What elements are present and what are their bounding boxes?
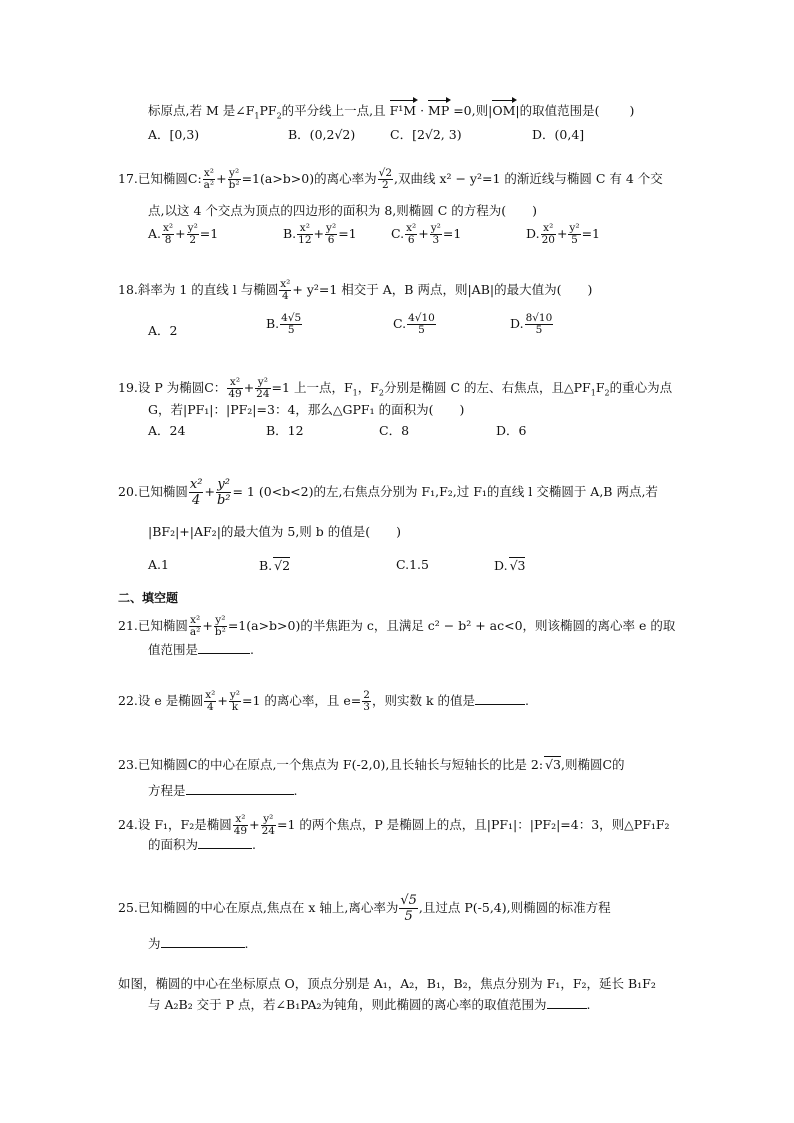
q19-option-b: B．12	[266, 423, 304, 438]
fraction: $\frac{√2}{2}$	[378, 167, 392, 191]
q18-option-d: D. $\frac{8√10}{5}$	[510, 312, 553, 336]
q20-option-b: B. √2	[259, 558, 291, 573]
q16-option-d: D．(0,4]	[532, 127, 585, 142]
q19-option-c: C．8	[379, 423, 410, 438]
q18-option-b: B. $\frac{4√5}{5}$	[266, 312, 302, 336]
answer-blank[interactable]	[547, 996, 587, 1009]
q20-option-c: C.1.5	[396, 557, 429, 572]
fraction: $\frac{\text{x²}}{\text{a²}}$	[203, 167, 215, 191]
answer-blank[interactable]	[161, 935, 245, 948]
q17-option-b: B. $\frac{\text{x²}}{12}$ + $\frac{\text{y²}}{6}$ =1	[283, 222, 357, 246]
q17-stem: 17.已知椭圆C: $\frac{\text{x²}}{\text{a²}}$ + $\frac{\text{y²}}{\text{b²}}$ =1(a>b>0)的离心率为 $\frac{√2}{2}$ ,双曲线 x² − y²=1 的渐近线与椭圆 C 有 4 个交	[118, 167, 663, 191]
q20-stem: 20.已知椭圆 $\frac{\text{x²}}{4}$ + $\frac{\text{y²}}{\text{b²}}$ = 1 (0<b<2)的左,右焦点分别为 F₁,F₂,过 F₁的直线 l 交椭圆于 A,B 两点,若	[118, 477, 658, 508]
q21-stem-line2: 值范围是 .	[148, 642, 254, 657]
q23-stem-line2: 方程是 .	[148, 783, 298, 798]
q20-option-a: A.1	[148, 557, 169, 572]
q16-stem: 标原点,若 M 是$\angle F_1PF_2$的平分线上一点,且 F¹M · MP =0,则|OM|的取值范围是( )	[148, 103, 635, 121]
answer-blank[interactable]	[186, 782, 294, 795]
q17-option-c: C. $\frac{\text{x²}}{6}$ + $\frac{\text{y²}}{3}$ =1	[391, 222, 462, 246]
q19-option-a: A．24	[148, 423, 186, 438]
q18-option-c: C. $\frac{4√10}{5}$	[393, 312, 435, 336]
vector-om: OM	[492, 103, 516, 118]
q16-option-b: B．(0,2√2)	[288, 127, 356, 142]
q24-stem: 24.设 F₁，F₂是椭圆 $\frac{\text{x²}}{49}$ + $\frac{\text{y²}}{24}$ =1 的两个焦点，P 是椭圆上的点，且|PF₁|：|PF₂|=4：3，则△PF₁F₂	[118, 813, 670, 837]
q18-stem: 18.斜率为 1 的直线 l 与椭圆 $\frac{\text{x²}}{4}$ + y²=1 相交于 A，B 两点，则|AB|的最大值为( )	[118, 278, 593, 302]
q21-stem: 21.已知椭圆 $\frac{\text{x²}}{\text{a²}}$ + $\frac{\text{y²}}{\text{b²}}$ =1(a>b>0)的半焦距为 c，且满足 c² − b² + ac<0，则该椭圆的离心率 e 的取	[118, 614, 676, 638]
q26-stem: 如图，椭圆的中心在坐标原点 O，顶点分别是 A₁，A₂，B₁，B₂，焦点分别为 F₁，F₂，延长 B₁F₂	[118, 976, 656, 991]
vector-mp: MP	[428, 103, 450, 118]
fraction: $\frac{\text{y²}}{\text{b²}}$	[228, 167, 240, 191]
answer-blank[interactable]	[198, 836, 252, 849]
answer-blank[interactable]	[198, 641, 250, 654]
q23-stem: 23.已知椭圆C的中心在原点,一个焦点为 F(-2,0),且长轴长与短轴长的比是 2: √3,则椭圆C的	[118, 757, 625, 772]
q20-stem-line2: |BF₂|+|AF₂|的最大值为 5,则 b 的值是( )	[148, 524, 402, 539]
q19-stem: 19.设 P 为椭圆C： $\frac{\text{x²}}{49}$ + $\frac{\text{y²}}{24}$ =1 上一点，$F_1$，$F_2$分别是椭圆 C 的左、右焦点，且$\triangle PF_1F_2$的重心为点	[118, 376, 673, 400]
q26-stem-line2: 与 A₂B₂ 交于 P 点，若∠B₁PA₂为钝角，则此椭圆的离心率的取值范围为 .	[148, 997, 591, 1012]
q22-stem: 22.设 e 是椭圆 $\frac{\text{x²}}{4}$ + $\frac{\text{y²}}{k}$ =1 的离心率，且 e= $\frac{2}{3}$ ，则实数 k 的值是 .	[118, 689, 529, 713]
q17-stem-line2: 点,以这 4 个交点为顶点的四边形的面积为 8,则椭圆 C 的方程为( )	[148, 203, 538, 218]
q20-option-d: D. √3	[494, 558, 526, 573]
q24-stem-line2: 的面积为 .	[148, 837, 256, 852]
q19-option-d: D．6	[496, 423, 527, 438]
q19-stem-line2: G，若|PF₁|：|PF₂|=3：4，那么△GPF₁ 的面积为( )	[148, 402, 465, 417]
q16-option-c: C．[2√2, 3)	[390, 127, 462, 142]
q16-option-a: A．[0,3)	[148, 127, 200, 142]
q18-option-a: A．2	[148, 323, 178, 338]
q17-option-d: D. $\frac{\text{x²}}{20}$ + $\frac{\text{y²}}{5}$ =1	[526, 222, 601, 246]
section-heading-fill-in: 二、填空题	[118, 591, 179, 605]
q17-option-a: A. $\frac{\text{x²}}{8}$ + $\frac{\text{y²}}{2}$ =1	[148, 222, 219, 246]
q25-stem-line2: 为 .	[148, 936, 249, 951]
answer-blank[interactable]	[475, 692, 525, 705]
vector-f1m: F¹M	[389, 103, 417, 118]
q25-stem: 25.已知椭圆的中心在原点,焦点在 x 轴上,离心率为 $\frac{√5}{5}$ ,且过点 P(-5,4),则椭圆的标准方程	[118, 893, 611, 924]
